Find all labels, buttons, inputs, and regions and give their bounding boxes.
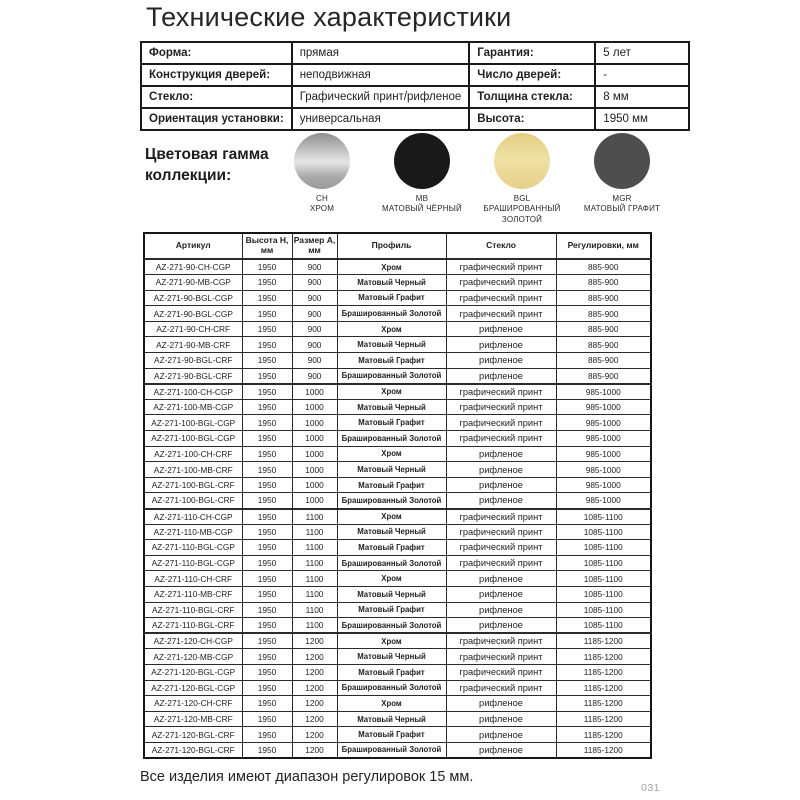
table-row bbox=[144, 586, 651, 602]
cell-size: 1000 bbox=[292, 415, 337, 431]
cell-adjustment: 1185-1200 bbox=[556, 664, 651, 680]
cell-profile: Брашированный Золотой bbox=[337, 431, 446, 447]
cell-glass: рифленое bbox=[446, 477, 556, 493]
cell-adjustment: 985-1000 bbox=[556, 415, 651, 431]
cell-adjustment: 885-900 bbox=[556, 290, 651, 306]
spec-label: Число дверей: bbox=[469, 64, 595, 86]
table-row bbox=[144, 571, 651, 587]
cell-adjustment: 1085-1100 bbox=[556, 509, 651, 525]
cell-profile: Брашированный Золотой bbox=[337, 555, 446, 571]
cell-glass: графический принт bbox=[446, 633, 556, 649]
cell-adjustment: 985-1000 bbox=[556, 462, 651, 478]
cell-size: 1100 bbox=[292, 509, 337, 525]
table-row bbox=[144, 384, 651, 400]
spec-label: Гарантия: bbox=[469, 42, 595, 64]
cell-height: 1950 bbox=[242, 555, 292, 571]
cell-profile: Матовый Графит bbox=[337, 727, 446, 743]
cell-glass: рифленое bbox=[446, 462, 556, 478]
cell-size: 1100 bbox=[292, 540, 337, 556]
cell-glass: графический принт bbox=[446, 649, 556, 665]
cell-glass: рифленое bbox=[446, 493, 556, 509]
cell-article: AZ-271-120-CH-CRF bbox=[144, 696, 242, 712]
cell-profile: Хром bbox=[337, 446, 446, 462]
cell-adjustment: 1185-1200 bbox=[556, 680, 651, 696]
articles-table bbox=[143, 232, 652, 759]
table-row bbox=[144, 680, 651, 696]
cell-profile: Матовый Черный bbox=[337, 524, 446, 540]
cell-glass: графический принт bbox=[446, 275, 556, 291]
table-row bbox=[144, 509, 651, 525]
spec-label: Толщина стекла: bbox=[469, 86, 595, 108]
cell-article: AZ-271-120-MB-CGP bbox=[144, 649, 242, 665]
cell-height: 1950 bbox=[242, 727, 292, 743]
color-swatch bbox=[372, 133, 472, 215]
cell-size: 900 bbox=[292, 353, 337, 369]
spec-label: Конструкция дверей: bbox=[141, 64, 292, 86]
cell-article: AZ-271-110-MB-CGP bbox=[144, 524, 242, 540]
cell-height: 1950 bbox=[242, 742, 292, 758]
cell-adjustment: 885-900 bbox=[556, 321, 651, 337]
cell-adjustment: 1185-1200 bbox=[556, 696, 651, 712]
table-row bbox=[144, 477, 651, 493]
cell-profile: Брашированный Золотой bbox=[337, 306, 446, 322]
table-row bbox=[144, 540, 651, 556]
cell-glass: графический принт bbox=[446, 540, 556, 556]
cell-glass: графический принт bbox=[446, 415, 556, 431]
cell-glass: рифленое bbox=[446, 696, 556, 712]
cell-height: 1950 bbox=[242, 618, 292, 634]
cell-glass: рифленое bbox=[446, 618, 556, 634]
cell-adjustment: 985-1000 bbox=[556, 431, 651, 447]
cell-size: 1200 bbox=[292, 742, 337, 758]
column-header-height: Высота H, мм bbox=[242, 233, 292, 259]
color-gamma-label: Цветовая гамма коллекции: bbox=[145, 146, 269, 184]
cell-profile: Матовый Графит bbox=[337, 540, 446, 556]
cell-adjustment: 1085-1100 bbox=[556, 555, 651, 571]
cell-article: AZ-271-100-BGL-CGP bbox=[144, 415, 242, 431]
table-row bbox=[144, 602, 651, 618]
cell-glass: графический принт bbox=[446, 431, 556, 447]
table-row bbox=[144, 368, 651, 384]
cell-glass: рифленое bbox=[446, 337, 556, 353]
cell-size: 1100 bbox=[292, 586, 337, 602]
cell-glass: рифленое bbox=[446, 602, 556, 618]
spec-value: 5 лет bbox=[595, 42, 689, 64]
cell-article: AZ-271-110-CH-CGP bbox=[144, 509, 242, 525]
cell-glass: графический принт bbox=[446, 524, 556, 540]
cell-article: AZ-271-100-CH-CGP bbox=[144, 384, 242, 400]
table-row bbox=[144, 431, 651, 447]
articles-table-body bbox=[144, 259, 651, 758]
cell-profile: Хром bbox=[337, 633, 446, 649]
cell-article: AZ-271-100-MB-CRF bbox=[144, 462, 242, 478]
swatch-code: BGL bbox=[513, 194, 531, 203]
spec-label: Ориентация установки: bbox=[141, 108, 292, 130]
spec-label: Стекло: bbox=[141, 86, 292, 108]
cell-height: 1950 bbox=[242, 680, 292, 696]
cell-adjustment: 885-900 bbox=[556, 337, 651, 353]
cell-glass: графический принт bbox=[446, 399, 556, 415]
cell-size: 900 bbox=[292, 290, 337, 306]
cell-article: AZ-271-110-CH-CRF bbox=[144, 571, 242, 587]
swatch-name: МАТОВЫЙ ГРАФИТ bbox=[583, 204, 661, 214]
specs-row bbox=[141, 64, 689, 86]
spec-value: 1950 мм bbox=[595, 108, 689, 130]
swatch-code: CH bbox=[316, 194, 328, 203]
cell-article: AZ-271-100-MB-CGP bbox=[144, 399, 242, 415]
footer-note: Все изделия имеют диапазон регулировок 15 мм. bbox=[140, 769, 474, 785]
cell-size: 1100 bbox=[292, 618, 337, 634]
cell-adjustment: 985-1000 bbox=[556, 446, 651, 462]
table-header-row bbox=[144, 233, 651, 259]
cell-profile: Брашированный Золотой bbox=[337, 368, 446, 384]
table-row bbox=[144, 306, 651, 322]
cell-adjustment: 1085-1100 bbox=[556, 540, 651, 556]
specs-row bbox=[141, 42, 689, 64]
cell-glass: графический принт bbox=[446, 555, 556, 571]
cell-article: AZ-271-120-BGL-CGP bbox=[144, 680, 242, 696]
cell-adjustment: 1085-1100 bbox=[556, 586, 651, 602]
spec-label: Высота: bbox=[469, 108, 595, 130]
table-row bbox=[144, 399, 651, 415]
cell-glass: графический принт bbox=[446, 306, 556, 322]
cell-article: AZ-271-110-MB-CRF bbox=[144, 586, 242, 602]
cell-glass: графический принт bbox=[446, 680, 556, 696]
cell-size: 1000 bbox=[292, 493, 337, 509]
spec-value: 8 мм bbox=[595, 86, 689, 108]
cell-size: 900 bbox=[292, 337, 337, 353]
cell-article: AZ-271-120-BGL-CRF bbox=[144, 742, 242, 758]
cell-height: 1950 bbox=[242, 586, 292, 602]
swatch-code: MGR bbox=[612, 194, 632, 203]
cell-profile: Брашированный Золотой bbox=[337, 618, 446, 634]
cell-profile: Матовый Графит bbox=[337, 602, 446, 618]
cell-size: 900 bbox=[292, 275, 337, 291]
cell-size: 1100 bbox=[292, 602, 337, 618]
cell-glass: рифленое bbox=[446, 571, 556, 587]
table-row bbox=[144, 727, 651, 743]
cell-size: 1200 bbox=[292, 633, 337, 649]
cell-adjustment: 885-900 bbox=[556, 259, 651, 275]
cell-profile: Матовый Черный bbox=[337, 399, 446, 415]
spec-label: Форма: bbox=[141, 42, 292, 64]
swatch-name: ХРОМ bbox=[309, 204, 335, 214]
cell-size: 1200 bbox=[292, 696, 337, 712]
cell-adjustment: 1085-1100 bbox=[556, 571, 651, 587]
cell-adjustment: 885-900 bbox=[556, 306, 651, 322]
cell-size: 1000 bbox=[292, 384, 337, 400]
page-number: 031 bbox=[641, 782, 661, 794]
table-row bbox=[144, 555, 651, 571]
cell-article: AZ-271-90-CH-CGP bbox=[144, 259, 242, 275]
cell-article: AZ-271-110-BGL-CRF bbox=[144, 602, 242, 618]
cell-article: AZ-271-90-BGL-CGP bbox=[144, 306, 242, 322]
cell-article: AZ-271-120-BGL-CGP bbox=[144, 664, 242, 680]
cell-profile: Брашированный Золотой bbox=[337, 680, 446, 696]
table-row bbox=[144, 337, 651, 353]
cell-size: 1000 bbox=[292, 431, 337, 447]
cell-profile: Матовый Черный bbox=[337, 711, 446, 727]
column-header-adjustment: Регулировки, мм bbox=[556, 233, 651, 259]
cell-glass: графический принт bbox=[446, 290, 556, 306]
cell-height: 1950 bbox=[242, 633, 292, 649]
cell-height: 1950 bbox=[242, 696, 292, 712]
spec-value: универсальная bbox=[292, 108, 470, 130]
cell-height: 1950 bbox=[242, 649, 292, 665]
brushed-gold-swatch-circle bbox=[494, 133, 550, 189]
cell-size: 900 bbox=[292, 306, 337, 322]
spec-value: - bbox=[595, 64, 689, 86]
color-swatch bbox=[572, 133, 672, 215]
cell-glass: графический принт bbox=[446, 384, 556, 400]
cell-article: AZ-271-90-MB-CGP bbox=[144, 275, 242, 291]
page-title: Технические характеристики bbox=[146, 2, 512, 32]
cell-profile: Матовый Черный bbox=[337, 649, 446, 665]
table-row bbox=[144, 649, 651, 665]
cell-adjustment: 1185-1200 bbox=[556, 711, 651, 727]
cell-article: AZ-271-90-MB-CRF bbox=[144, 337, 242, 353]
cell-height: 1950 bbox=[242, 493, 292, 509]
cell-size: 1000 bbox=[292, 462, 337, 478]
cell-height: 1950 bbox=[242, 259, 292, 275]
spec-value: Графический принт/рифленое bbox=[292, 86, 470, 108]
cell-size: 1200 bbox=[292, 664, 337, 680]
cell-height: 1950 bbox=[242, 431, 292, 447]
cell-glass: рифленое bbox=[446, 368, 556, 384]
cell-article: AZ-271-120-CH-CGP bbox=[144, 633, 242, 649]
cell-height: 1950 bbox=[242, 321, 292, 337]
cell-size: 1200 bbox=[292, 680, 337, 696]
table-row bbox=[144, 633, 651, 649]
cell-size: 1100 bbox=[292, 524, 337, 540]
cell-article: AZ-271-120-BGL-CRF bbox=[144, 727, 242, 743]
cell-adjustment: 985-1000 bbox=[556, 493, 651, 509]
cell-size: 1200 bbox=[292, 649, 337, 665]
swatch-name: МАТОВЫЙ ЧЁРНЫЙ bbox=[382, 204, 462, 214]
matte-graphite-swatch-circle bbox=[594, 133, 650, 189]
cell-adjustment: 1185-1200 bbox=[556, 649, 651, 665]
column-header-article: Артикул bbox=[144, 233, 242, 259]
table-row bbox=[144, 462, 651, 478]
matte-black-swatch-circle bbox=[394, 133, 450, 189]
table-row bbox=[144, 275, 651, 291]
cell-profile: Хром bbox=[337, 509, 446, 525]
cell-profile: Брашированный Золотой bbox=[337, 493, 446, 509]
cell-glass: рифленое bbox=[446, 711, 556, 727]
cell-adjustment: 985-1000 bbox=[556, 384, 651, 400]
cell-adjustment: 985-1000 bbox=[556, 399, 651, 415]
cell-height: 1950 bbox=[242, 477, 292, 493]
cell-height: 1950 bbox=[242, 337, 292, 353]
cell-size: 1200 bbox=[292, 727, 337, 743]
cell-adjustment: 885-900 bbox=[556, 275, 651, 291]
cell-article: AZ-271-100-BGL-CRF bbox=[144, 477, 242, 493]
cell-profile: Брашированный Золотой bbox=[337, 742, 446, 758]
cell-glass: рифленое bbox=[446, 586, 556, 602]
table-row bbox=[144, 493, 651, 509]
specs-row bbox=[141, 86, 689, 108]
cell-glass: рифленое bbox=[446, 321, 556, 337]
cell-adjustment: 1085-1100 bbox=[556, 618, 651, 634]
cell-height: 1950 bbox=[242, 368, 292, 384]
cell-size: 900 bbox=[292, 368, 337, 384]
table-row bbox=[144, 259, 651, 275]
cell-article: AZ-271-90-BGL-CRF bbox=[144, 353, 242, 369]
cell-profile: Хром bbox=[337, 321, 446, 337]
cell-height: 1950 bbox=[242, 524, 292, 540]
table-row bbox=[144, 290, 651, 306]
cell-height: 1950 bbox=[242, 446, 292, 462]
cell-height: 1950 bbox=[242, 602, 292, 618]
cell-article: AZ-271-100-BGL-CRF bbox=[144, 493, 242, 509]
table-row bbox=[144, 353, 651, 369]
cell-adjustment: 885-900 bbox=[556, 353, 651, 369]
cell-profile: Матовый Графит bbox=[337, 477, 446, 493]
swatch-code: MB bbox=[415, 194, 429, 203]
table-row bbox=[144, 742, 651, 758]
cell-profile: Матовый Черный bbox=[337, 462, 446, 478]
cell-height: 1950 bbox=[242, 415, 292, 431]
cell-adjustment: 885-900 bbox=[556, 368, 651, 384]
table-row bbox=[144, 524, 651, 540]
cell-article: AZ-271-90-BGL-CRF bbox=[144, 368, 242, 384]
cell-article: AZ-271-110-BGL-CGP bbox=[144, 555, 242, 571]
cell-glass: рифленое bbox=[446, 727, 556, 743]
cell-height: 1950 bbox=[242, 384, 292, 400]
cell-profile: Матовый Черный bbox=[337, 275, 446, 291]
specs-table bbox=[140, 41, 690, 131]
cell-glass: рифленое bbox=[446, 353, 556, 369]
specs-row bbox=[141, 108, 689, 130]
cell-profile: Матовый Графит bbox=[337, 415, 446, 431]
cell-profile: Хром bbox=[337, 571, 446, 587]
cell-size: 1000 bbox=[292, 477, 337, 493]
color-swatch bbox=[472, 133, 572, 225]
cell-height: 1950 bbox=[242, 275, 292, 291]
cell-glass: графический принт bbox=[446, 259, 556, 275]
color-swatch bbox=[272, 133, 372, 215]
table-row bbox=[144, 618, 651, 634]
cell-size: 900 bbox=[292, 259, 337, 275]
cell-article: AZ-271-100-BGL-CGP bbox=[144, 431, 242, 447]
cell-height: 1950 bbox=[242, 290, 292, 306]
cell-adjustment: 1185-1200 bbox=[556, 742, 651, 758]
cell-height: 1950 bbox=[242, 399, 292, 415]
cell-profile: Матовый Графит bbox=[337, 290, 446, 306]
cell-profile: Матовый Графит bbox=[337, 664, 446, 680]
cell-height: 1950 bbox=[242, 540, 292, 556]
cell-profile: Матовый Графит bbox=[337, 353, 446, 369]
table-row bbox=[144, 321, 651, 337]
cell-size: 1100 bbox=[292, 571, 337, 587]
cell-article: AZ-271-90-BGL-CGP bbox=[144, 290, 242, 306]
table-row bbox=[144, 446, 651, 462]
table-row bbox=[144, 711, 651, 727]
column-header-glass: Стекло bbox=[446, 233, 556, 259]
cell-size: 900 bbox=[292, 321, 337, 337]
table-row bbox=[144, 696, 651, 712]
cell-adjustment: 1185-1200 bbox=[556, 633, 651, 649]
swatch-name: БРАШИРОВАННЫЙ ЗОЛОТОЙ bbox=[483, 204, 561, 224]
table-row bbox=[144, 415, 651, 431]
cell-size: 1000 bbox=[292, 399, 337, 415]
spec-value: прямая bbox=[292, 42, 470, 64]
column-header-size: Размер A, мм bbox=[292, 233, 337, 259]
cell-size: 1200 bbox=[292, 711, 337, 727]
cell-height: 1950 bbox=[242, 711, 292, 727]
cell-adjustment: 1185-1200 bbox=[556, 727, 651, 743]
table-row bbox=[144, 664, 651, 680]
cell-size: 1000 bbox=[292, 446, 337, 462]
cell-article: AZ-271-90-CH-CRF bbox=[144, 321, 242, 337]
cell-article: AZ-271-100-CH-CRF bbox=[144, 446, 242, 462]
cell-profile: Матовый Черный bbox=[337, 586, 446, 602]
cell-adjustment: 1085-1100 bbox=[556, 602, 651, 618]
cell-glass: графический принт bbox=[446, 664, 556, 680]
cell-height: 1950 bbox=[242, 664, 292, 680]
cell-profile: Хром bbox=[337, 259, 446, 275]
cell-profile: Матовый Черный bbox=[337, 337, 446, 353]
cell-glass: графический принт bbox=[446, 509, 556, 525]
cell-height: 1950 bbox=[242, 462, 292, 478]
chrome-swatch-circle bbox=[294, 133, 350, 189]
cell-article: AZ-271-110-BGL-CRF bbox=[144, 618, 242, 634]
cell-profile: Хром bbox=[337, 384, 446, 400]
cell-glass: рифленое bbox=[446, 446, 556, 462]
cell-height: 1950 bbox=[242, 509, 292, 525]
spec-value: неподвижная bbox=[292, 64, 470, 86]
cell-glass: рифленое bbox=[446, 742, 556, 758]
cell-height: 1950 bbox=[242, 306, 292, 322]
cell-adjustment: 985-1000 bbox=[556, 477, 651, 493]
cell-size: 1100 bbox=[292, 555, 337, 571]
cell-profile: Хром bbox=[337, 696, 446, 712]
cell-adjustment: 1085-1100 bbox=[556, 524, 651, 540]
cell-height: 1950 bbox=[242, 571, 292, 587]
cell-article: AZ-271-120-MB-CRF bbox=[144, 711, 242, 727]
cell-article: AZ-271-110-BGL-CGP bbox=[144, 540, 242, 556]
cell-height: 1950 bbox=[242, 353, 292, 369]
column-header-profile: Профиль bbox=[337, 233, 446, 259]
